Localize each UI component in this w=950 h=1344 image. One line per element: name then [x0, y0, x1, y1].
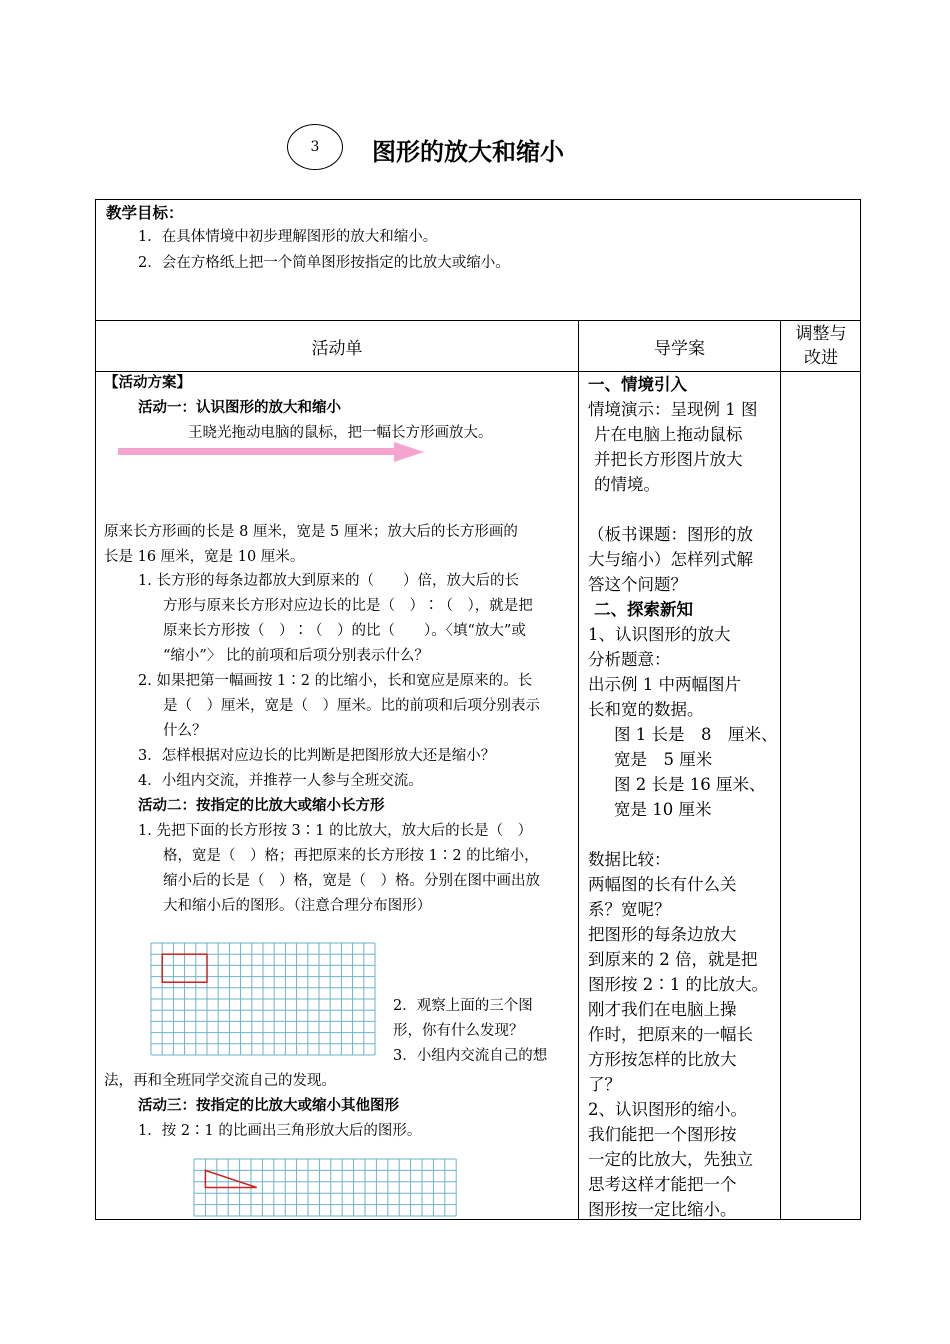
guide-data-3: 图 2 长是 16 厘米、	[614, 775, 766, 794]
guide-data-4: 宽是 10 厘米	[614, 800, 712, 819]
guide-more-1: 数据比较：	[588, 850, 671, 869]
col-divider-2	[780, 320, 781, 1220]
q2-line-3: 什么？	[163, 723, 207, 739]
activity-1-para-1: 原来长方形画的长是 8 厘米，宽是 5 厘米；放大后的长方形画的	[104, 524, 518, 540]
guide-s1-line-2: 片在电脑上拖动鼠标	[594, 425, 743, 444]
guide-s1-note-3: 答这个问题？	[588, 575, 687, 594]
q1-line-2: 方形与原来长方形对应边长的比是（ ）∶（ ），就是把	[163, 598, 533, 614]
goal-item-2: 2．会在方格纸上把一个简单图形按指定的比放大或缩小。	[138, 255, 510, 271]
header-adjust-1: 调整与	[795, 324, 847, 344]
activity-1-title: 活动一：认识图形的放大和缩小	[138, 400, 341, 416]
q1-line-3: 原来长方形按（ ）∶（ ）的比（ ）。〈填“放大”或	[163, 623, 526, 639]
q1-line-4: “缩小”〉 比的前项和后项分别表示什么？	[163, 648, 429, 664]
activity-1-para-2: 长是 16 厘米，宽是 10 厘米。	[104, 549, 305, 565]
a2-q3-line-1: 3．小组内交流自己的想	[393, 1048, 548, 1064]
guide-more-5: 到原来的 2 倍，就是把	[588, 950, 758, 969]
guide-s2-line-3: 出示例 1 中两幅图片	[588, 675, 741, 694]
guide-more-4: 把图形的每条边放大	[588, 925, 737, 944]
page-title: 图形的放大和缩小	[372, 138, 564, 166]
q1-line-1: 1. 长方形的每条边都放大到原来的（ ）倍，放大后的长	[138, 573, 519, 589]
header-guide: 导学案	[654, 339, 705, 359]
triangle-grid	[193, 1158, 459, 1219]
guide-s1-line-3: 并把长方形图片放大	[594, 450, 743, 469]
guide-s2-line-2: 分析题意：	[588, 650, 671, 669]
guide-more-14: 思考这样才能把一个	[588, 1175, 737, 1194]
q2-line-2: 是（ ）厘米，宽是（ ）厘米。比的前项和后项分别表示	[163, 698, 540, 714]
guide-more-6: 图形按 2∶1 的比放大。	[588, 975, 768, 994]
activity-3-title: 活动三：按指定的比放大或缩小其他图形	[138, 1098, 399, 1114]
guide-more-8: 作时，把原来的一幅长	[588, 1025, 753, 1044]
header-activity: 活动单	[311, 339, 363, 359]
guide-more-12: 我们能把一个图形按	[588, 1125, 737, 1144]
guide-s2-line-1: 1、认识图形的放大	[588, 625, 731, 644]
a2-q1-line-1: 1. 先把下面的长方形按 3∶1 的比放大，放大后的长是（ ）	[138, 823, 533, 839]
a2-q2-line-2: 形，你有什么发现？	[393, 1023, 524, 1039]
activity-2-title: 活动二：按指定的比放大或缩小长方形	[138, 798, 385, 814]
row-divider-goals	[95, 320, 861, 321]
guide-s1-line-4: 的情境。	[594, 475, 660, 494]
guide-section-1-title: 一、情境引入	[588, 375, 687, 394]
q2-line-1: 2. 如果把第一幅画按 1∶2 的比缩小，长和宽应是原来的。长	[138, 673, 533, 689]
goal-item-1: 1．在具体情境中初步理解图形的放大和缩小。	[138, 229, 438, 245]
guide-s1-note-2: 大与缩小）怎样列式解	[588, 550, 753, 569]
row-divider-header	[95, 371, 861, 372]
guide-data-2: 宽是 5 厘米	[614, 750, 713, 769]
q3: 3．怎样根据对应边长的比判断是把图形放大还是缩小？	[138, 748, 496, 764]
guide-s1-line-1: 情境演示：呈现例 1 图	[588, 400, 758, 419]
guide-more-15: 图形按一定比缩小。	[588, 1200, 737, 1219]
a2-q1-line-4: 大和缩小后的图形。（注意合理分布图形）	[163, 898, 432, 914]
a2-q1-line-3: 缩小后的长是（ ）格，宽是（ ）格。分别在图中画出放	[163, 873, 540, 889]
guide-more-7: 刚才我们在电脑上操	[588, 1000, 737, 1019]
rectangle-grid	[150, 942, 378, 1056]
guide-more-11: 2、认识图形的缩小。	[588, 1100, 747, 1119]
guide-s1-note-1: （板书课题：图形的放	[588, 525, 753, 544]
a2-q3-line-2: 法，再和全班同学交流自己的发现。	[104, 1073, 336, 1089]
header-adjust-2: 改进	[804, 348, 838, 368]
activity-plan-heading: 【活动方案】	[104, 375, 191, 391]
activity-1-intro: 王晓光拖动电脑的鼠标，把一幅长方形画放大。	[188, 425, 493, 441]
lesson-number: 3	[310, 139, 320, 155]
enlarge-arrow	[118, 440, 428, 464]
q4: 4．小组内交流，并推荐一人参与全班交流。	[138, 773, 423, 789]
lesson-number-circle	[287, 124, 343, 170]
original-triangle	[205, 1170, 256, 1187]
guide-more-10: 了？	[588, 1075, 621, 1094]
a3-q1: 1．按 2∶1 的比画出三角形放大后的图形。	[138, 1123, 422, 1139]
guide-section-2-title: 二、探索新知	[594, 600, 693, 619]
guide-more-9: 方形按怎样的比放大	[588, 1050, 737, 1069]
col-divider-1	[578, 320, 579, 1220]
guide-more-2: 两幅图的长有什么关	[588, 875, 737, 894]
guide-more-3: 系？宽呢？	[588, 900, 671, 919]
guide-s2-line-4: 长和宽的数据。	[588, 700, 704, 719]
guide-data-1: 图 1 长是 8 厘米、	[614, 725, 778, 744]
guide-more-13: 一定的比放大，先独立	[588, 1150, 753, 1169]
a2-q1-line-2: 格，宽是（ ）格；再把原来的长方形按 1∶2 的比缩小，	[163, 848, 539, 864]
goals-heading: 教学目标：	[106, 204, 184, 222]
a2-q2-line-1: 2．观察上面的三个图	[393, 998, 533, 1014]
